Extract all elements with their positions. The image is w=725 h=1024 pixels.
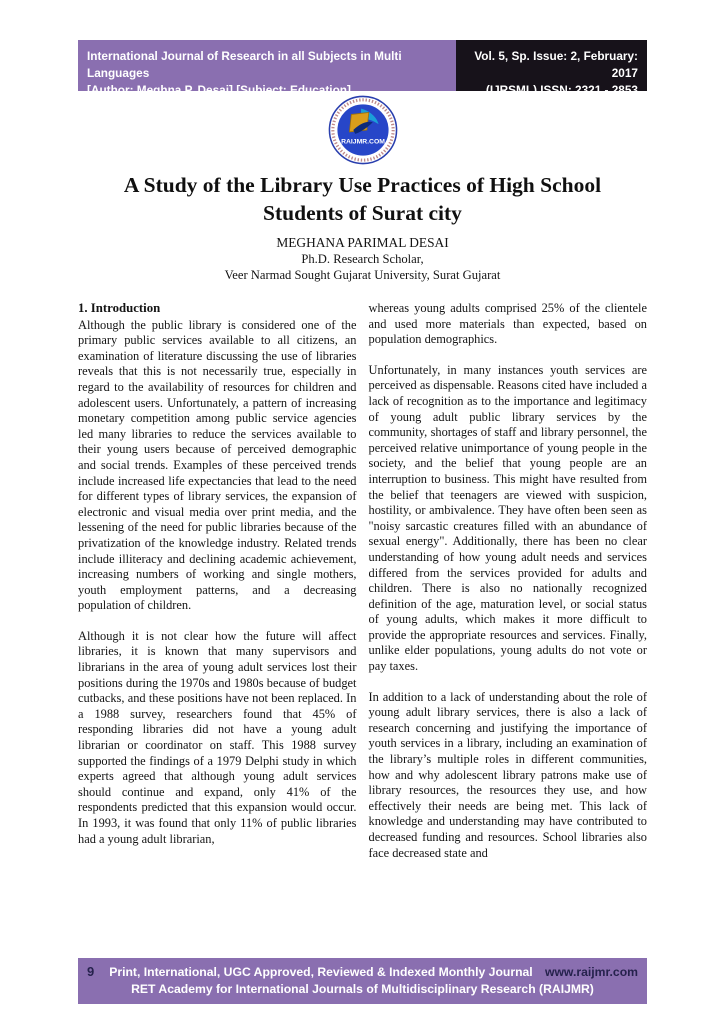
- journal-header-left: [78, 40, 456, 97]
- paragraph: In addition to a lack of understanding about the role of young adult library services, there is also a lack of research concerning and justifying the importance of youth services in a library, including an examination of the library’s multiple roles in different communities, how and why adolescent library patrons make use of library resources, the resources they use, and how effectively their needs are being met. This lack of knowledge and understanding may have contributed to decreased funding and resources. School libraries also face decreased state and: [368, 689, 647, 860]
- section-heading: 1. Introduction: [78, 301, 161, 315]
- article-title-line2: Students of Surat city: [263, 201, 462, 225]
- author-role: Ph.D. Research Scholar,: [301, 252, 424, 266]
- issn-info: (IJRSML) ISSN: 2321 - 2853: [485, 83, 638, 97]
- journal-logo: [78, 95, 647, 165]
- left-column: [78, 301, 357, 958]
- article-body: [78, 301, 647, 958]
- footer-publisher: RET Academy for International Journals of Multidisciplinary Research (RAIJMR): [131, 982, 594, 996]
- paragraph: whereas young adults comprised 25% of the clientele and used more materials than expected, based on population demographics.: [368, 301, 647, 347]
- author-name: MEGHANA PARIMAL DESAI: [276, 235, 449, 250]
- journal-title: International Journal of Research in all Subjects in Multi Languages: [87, 49, 402, 80]
- paragraph: Although the public library is considered one of the primary public services available to all citizens, an examination of literature discussing the use of libraries reveals that this is not necessarily true, especially in regard to the availability of resources for children and adolescent users. Unfortunately, a pattern of increasing monetary competition among public service agencies led many libraries to reduce the services available to their young users because of perceived demographic and social trends. Examples of these perceived trends include increased life expectancies that lead to the need for different types of library services, the expansion of electronic and visual media over print media, and the lessening of the need for public libraries because of the privatization of the knowledge industry. Related trends include illiteracy and declining academic achievement, increasing numbers of working and single mothers, youth employment patterns, and a decreasing population of children.: [78, 317, 357, 613]
- page-header: [78, 40, 647, 97]
- footer-website: www.raijmr.com: [544, 965, 638, 979]
- raijmr-logo-icon: [328, 95, 398, 165]
- author-block: [78, 235, 647, 283]
- author-affiliation: Veer Narmad Sought Gujarat University, Surat Gujarat: [224, 268, 501, 282]
- paragraph: Unfortunately, in many instances youth services are perceived as dispensable. Reasons cited have included a lack of recognition as to the importance and legitimacy of young adult public library services by the community, shortages of staff and library personnel, the perceived relative unimportance of young people in the society, and the belief that young people are an interruption to business. This might have resulted from the belief that teenagers are viewed with suspicion, hostility, or ambivalence. They have often been seen as "noisy sarcastic creatures filled with an abundance of sexual energy". Additionally, there has been no clear understanding of how young adult needs and services differed from the services provided for adults and children. There is also no nationally recognized definition of the age, maturation level, or social status of young adults, which makes it more difficult to provide the appropriate resources and services. Finally, unlike elder populations, young adults do not vote or pay taxes.: [368, 362, 647, 674]
- journal-author-subject: [Author: Meghna P. Desai] [Subject: Education]: [87, 83, 351, 97]
- right-column: [369, 301, 648, 958]
- footer-line1: [87, 963, 638, 981]
- page-number: 9: [87, 964, 95, 979]
- journal-header-right: [456, 40, 647, 97]
- issue-info: Vol. 5, Sp. Issue: 2, February: 2017: [474, 49, 638, 80]
- paragraph: Although it is not clear how the future will affect libraries, it is known that many supervisors and librarians in the area of young adult services lost their positions during the 1970s and 1980s because of budget cutbacks, and these positions have not been replaced. In a 1988 survey, researchers found that 45% of responding libraries did not have a young adult librarian or coordinator on staff. This 1988 survey supported the findings of a 1979 Delphi study in which experts agreed that although young adult services should continue and expand, only 41% of the respondents predicted that this expansion would occur. In 1993, it was found that only 11% of public libraries had a young adult librarian,: [78, 628, 357, 846]
- footer-journal-status: Print, International, UGC Approved, Reviewed & Indexed Monthly Journal: [109, 965, 533, 979]
- article-title-line1: A Study of the Library Use Practices of High School: [123, 173, 602, 197]
- page-footer: [78, 958, 647, 1004]
- logo-site-text: RAIJMR.COM: [340, 138, 385, 146]
- article-title: [78, 171, 647, 227]
